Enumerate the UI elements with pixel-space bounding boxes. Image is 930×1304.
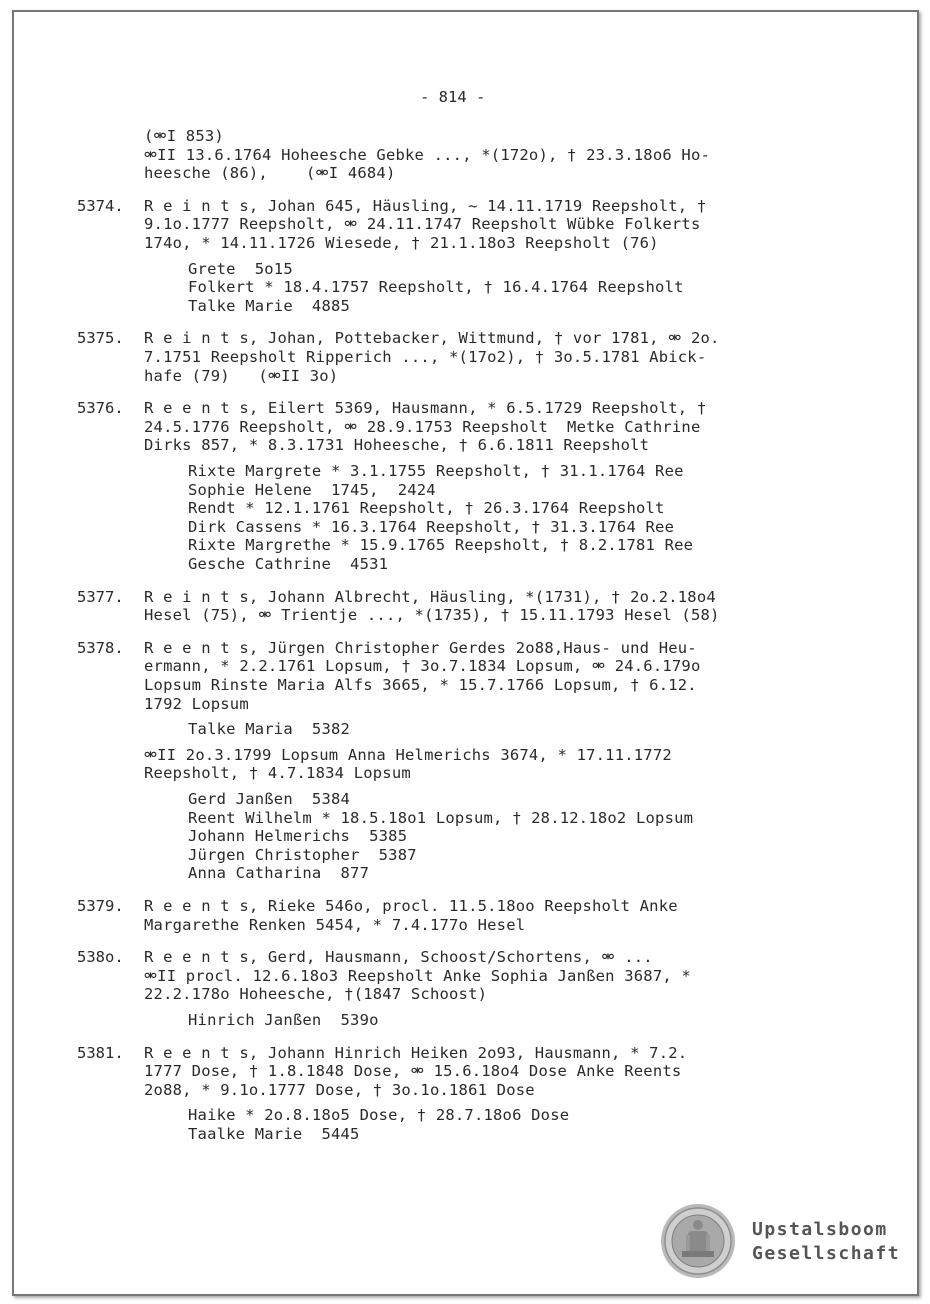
entry-number: 5374. [77, 196, 124, 215]
child-line: Reent Wilhelm * 18.5.18o1 Lopsum, † 28.12.18o2 Lopsum [188, 808, 694, 827]
entry-number: 5381. [77, 1043, 124, 1062]
entry-line: 2o88, * 9.1o.1777 Dose, † 3o.1o.1861 Dose [144, 1080, 535, 1099]
entry-line: heesche (86), (⚮I 4684) [144, 164, 396, 183]
entry-line: 7.1751 Reepsholt Ripperich ..., *(17o2), † 3o.5.1781 Abick- [144, 348, 707, 366]
logo-wordmark [752, 1218, 900, 1266]
child-line: Grete 5o15 [188, 259, 293, 278]
child-line: Hinrich Janßen 539o [188, 1011, 379, 1029]
entry-number: 5379. [77, 897, 124, 915]
entry-line: R e i n t s, Johann Albrecht, Häusling, *(1731), † 2o.2.18o4 [144, 587, 716, 606]
entry-line: R e e n t s, Johann Hinrich Heiken 2o93, Hausmann, * 7.2. [144, 1043, 688, 1062]
entry-line: hafe (79) (⚮II 3o) [144, 366, 339, 385]
entry-number: 5377. [77, 587, 124, 606]
entry-line: (⚮I 853) [144, 127, 224, 145]
entry-line: ⚮II procl. 12.6.18o3 Reepsholt Anke Sophia Janßen 3687, * [144, 966, 691, 985]
entry-line: R e e n t s, Gerd, Hausmann, Schoost/Schortens, ⚮ ... [144, 948, 653, 967]
child-line: Haike * 2o.8.18o5 Dose, † 28.7.18o6 Dose [188, 1106, 570, 1125]
entry-line: Hesel (75), ⚮ Trientje ..., *(1735), † 15.11.1793 Hesel (58) [144, 606, 720, 625]
entry-line: ermann, * 2.2.1761 Lopsum, † 3o.7.1834 Lopsum, ⚮ 24.6.179o [144, 657, 701, 676]
child-line: Sophie Helene 1745, 2424 [188, 480, 436, 499]
entry-line: 1777 Dose, † 1.8.1848 Dose, ⚮ 15.6.18o4 Dose Anke Reents [144, 1062, 682, 1081]
child-line: Jürgen Christopher 5387 [188, 845, 417, 864]
child-line: Talke Maria 5382 [188, 720, 351, 739]
child-line: Folkert * 18.4.1757 Reepsholt, † 16.4.1764 Reepsholt [188, 278, 684, 297]
entry-line: ⚮II 2o.3.1799 Lopsum Anna Helmerichs 3674, * 17.11.1772 [144, 745, 672, 764]
child-line: Rixte Margrethe * 15.9.1765 Reepsholt, † 8.2.1781 Ree [188, 536, 694, 555]
entry-line: 24.5.1776 Reepsholt, ⚮ 28.9.1753 Reepsholt Metke Cathrine [144, 417, 701, 436]
entry-line: Lopsum Rinste Maria Alfs 3665, * 15.7.1766 Lopsum, † 6.12. [144, 676, 697, 694]
child-line: Gerd Janßen 5384 [188, 790, 351, 808]
child-line: Talke Marie 4885 [188, 296, 351, 315]
entry-line: Dirks 857, * 8.3.1731 Hoheesche, † 6.6.1811 Reepsholt [144, 436, 650, 455]
entry-line: Margarethe Renken 5454, * 7.4.177o Hesel [144, 915, 526, 934]
entry-line: ⚮II 13.6.1764 Hoheesche Gebke ..., *(172o), † 23.3.18o6 Ho- [144, 145, 711, 164]
entry-line: R e e n t s, Eilert 5369, Hausmann, * 6.5.1729 Reepsholt, † [144, 399, 707, 418]
entry-line: 1792 Lopsum [144, 694, 249, 713]
child-line: Anna Catharina 877 [188, 864, 370, 883]
entry-line: R e i n t s, Johan 645, Häusling, ~ 14.11.1719 Reepsholt, † [144, 196, 707, 215]
upstalsboom-seal-icon [660, 1203, 736, 1279]
child-line: Taalke Marie 5445 [188, 1125, 360, 1143]
entry-line: R e e n t s, Rieke 546o, procl. 11.5.18oo Reepsholt Anke [144, 897, 678, 915]
child-line: Dirk Cassens * 16.3.1764 Reepsholt, † 31.3.1764 Ree [188, 517, 675, 536]
entry-line: Reepsholt, † 4.7.1834 Lopsum [144, 764, 411, 783]
child-line: Rixte Margrete * 3.1.1755 Reepsholt, † 31.1.1764 Ree [188, 462, 684, 480]
child-line: Rendt * 12.1.1761 Reepsholt, † 26.3.1764 Reepsholt [188, 499, 665, 518]
child-line: Gesche Cathrine 4531 [188, 555, 389, 573]
page-number: - 814 - [420, 88, 486, 106]
entry-number: 5375. [77, 329, 124, 348]
child-line: Johann Helmerichs 5385 [188, 827, 408, 846]
entry-number: 5376. [77, 399, 124, 418]
entry-line: R e e n t s, Jürgen Christopher Gerdes 2o88,Haus- und Heu- [144, 638, 697, 657]
entry-line: 174o, * 14.11.1726 Wiesede, † 21.1.18o3 Reepsholt (76) [144, 234, 659, 252]
entry-number: 538o. [77, 948, 124, 967]
entry-line: 9.1o.1777 Reepsholt, ⚮ 24.11.1747 Reepsholt Wübke Folkerts [144, 215, 701, 234]
logo-line-2: Gesellschaft [752, 1243, 901, 1264]
entry-line: R e i n t s, Johan, Pottebacker, Wittmund, † vor 1781, ⚮ 2o. [144, 329, 720, 348]
entry-line: 22.2.178o Hoheesche, †(1847 Schoost) [144, 985, 488, 1004]
logo-line-1: Upstalsboom [752, 1219, 888, 1240]
entry-number: 5378. [77, 638, 124, 657]
